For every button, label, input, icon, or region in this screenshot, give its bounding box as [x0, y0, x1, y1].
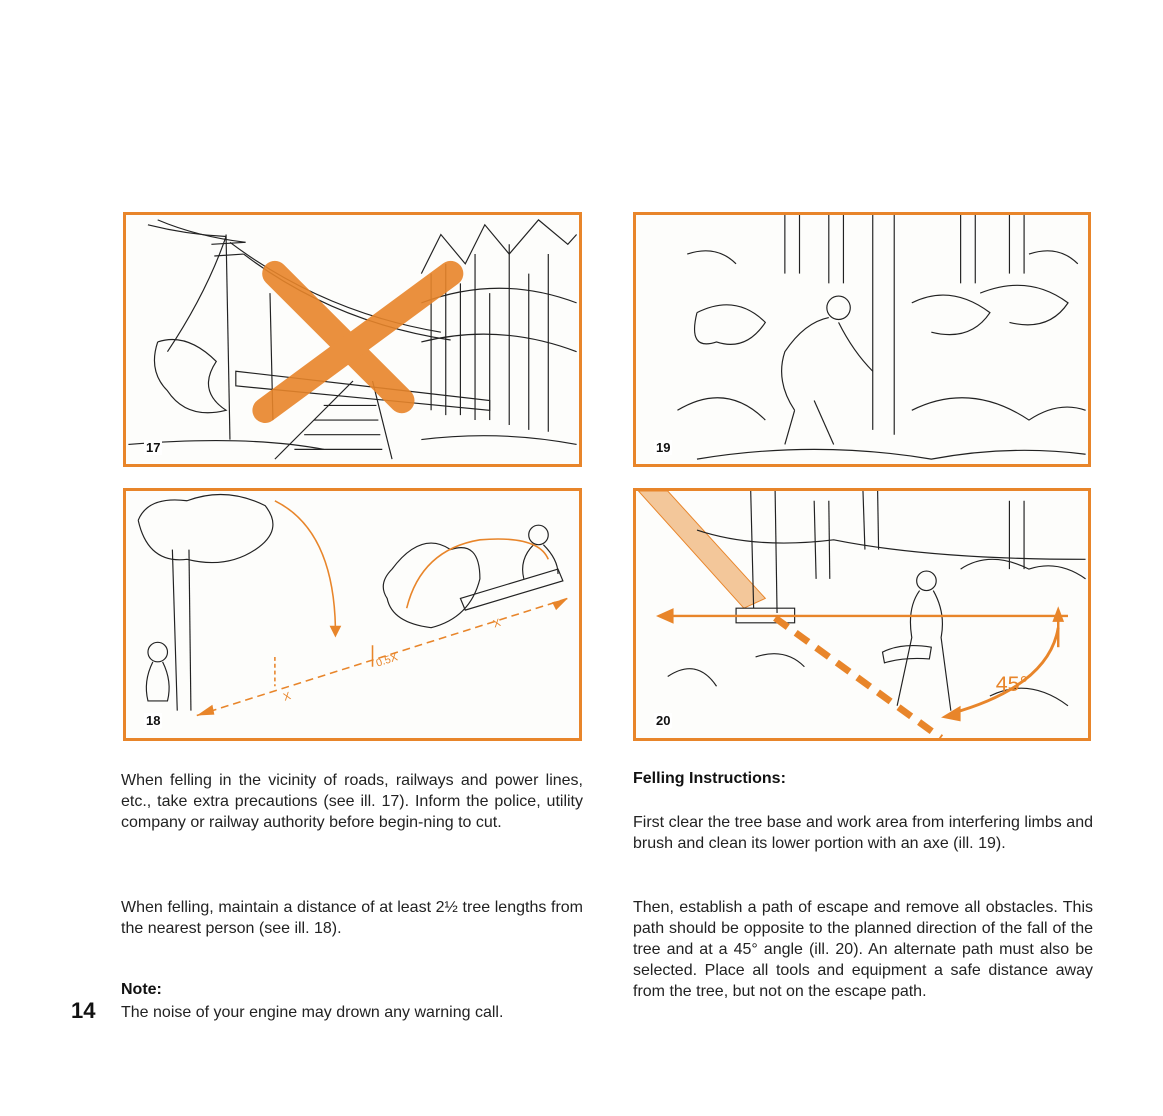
illustration-18 — [123, 488, 582, 741]
distance-label-opposite: 0.5X — [374, 651, 400, 670]
clearing-tree-base-drawing — [636, 215, 1088, 464]
illustration-17 — [123, 212, 582, 467]
felling-distance-drawing — [126, 491, 579, 738]
angle-label: 45° — [995, 672, 1029, 697]
escape-path-paragraph: Then, establish a path of escape and remove all obstacles. This path should be opposite to the planned direction of the fall of the tree and at a 45° angle (ill. 20). An alternate path must also be selected. Place all tools and equipment a safe distance away from the tree, but not on the escape path. — [633, 899, 1093, 1000]
vicinity-precautions-paragraph: When felling in the vicinity of roads, railways and power lines, etc., take extra precautions (see ill. 17). Inform the police, utility company or railway authority before begin-ning to cut. — [121, 772, 583, 831]
note-text: The noise of your engine may drown any warning call. — [121, 1004, 504, 1021]
illustration-20 — [633, 488, 1091, 741]
illustration-number: 18 — [146, 713, 161, 728]
felling-distance-paragraph: When felling, maintain a distance of at least 2½ tree lengths from the nearest person (see ill. 18). — [121, 899, 583, 937]
illustration-number: 17 — [146, 440, 161, 455]
clear-tree-base-paragraph: First clear the tree base and work area from interfering limbs and brush and clean its lower portion with an axe (ill. 19). — [633, 814, 1093, 852]
felling-instructions-heading: Felling Instructions: — [633, 770, 786, 787]
illustration-number: 20 — [656, 713, 671, 728]
illustration-number: 19 — [656, 440, 671, 455]
distance-label-x: X — [281, 690, 293, 704]
illustration-19 — [633, 212, 1091, 467]
escape-path-drawing — [636, 491, 1088, 738]
distance-label-x2: X — [491, 616, 503, 631]
note-heading: Note: — [121, 981, 162, 998]
power-line-road-drawing — [126, 215, 579, 464]
page-number: 14 — [71, 998, 96, 1023]
